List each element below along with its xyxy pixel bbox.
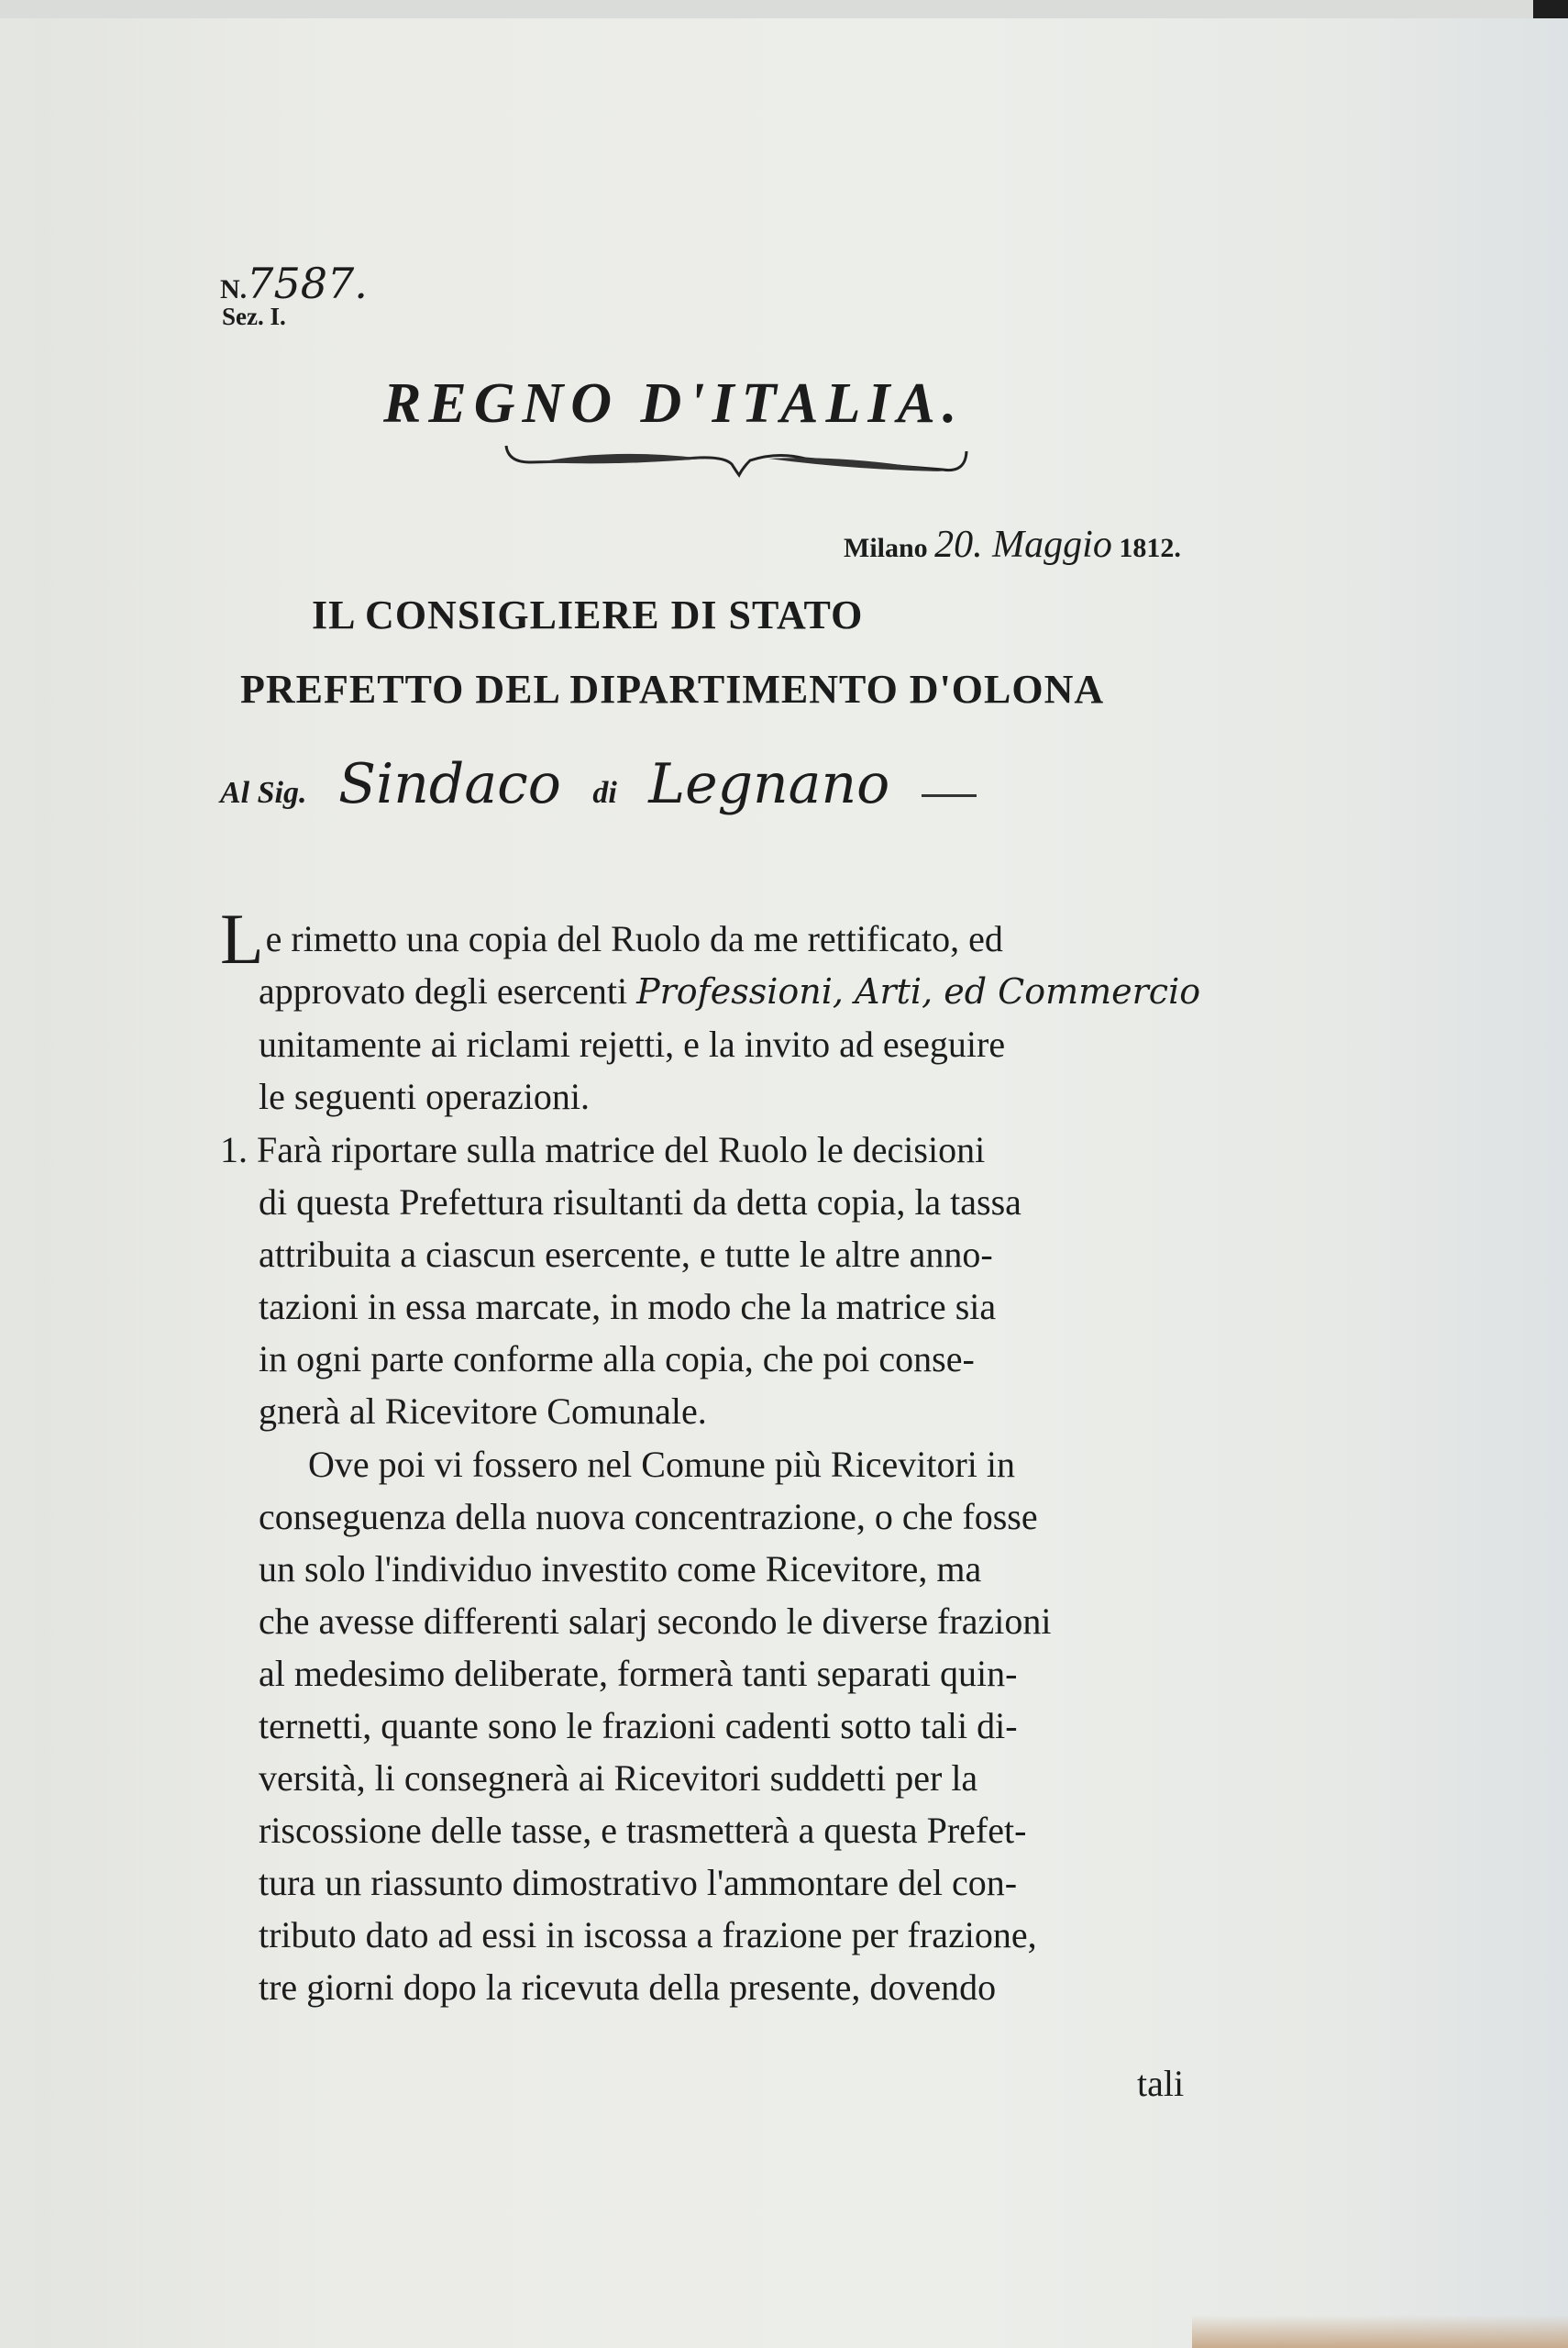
addressee-line (220, 752, 977, 816)
text-line: ternetti, quante sono le frazioni cadenti sotto tali di- (259, 1705, 1018, 1746)
text-line-content: Farà riportare sulla matrice del Ruolo le decisioni (257, 1129, 986, 1170)
text-line: che avesse differenti salarj secondo le diverse frazioni (259, 1600, 1052, 1642)
text-line: e rimetto una copia del Ruolo da me rettificato, ed (265, 918, 1003, 959)
text-line: in ogni parte conforme alla copia, che poi conse- (259, 1338, 975, 1379)
text-line (220, 965, 1247, 1018)
intro-paragraph (220, 899, 1247, 1123)
catchword: tali (1137, 2063, 1185, 2104)
text-line: tazioni in essa marcate, in modo che la matrice sia (259, 1286, 997, 1327)
page-title: REGNO D'ITALIA. (383, 372, 965, 435)
reference-number-handwritten: 7587. (247, 259, 368, 308)
text-line: un solo l'individuo investito come Ricevitore, ma (259, 1548, 982, 1589)
paragraph-2 (220, 1438, 1247, 2013)
addressee-preposition: di (592, 776, 617, 810)
drop-cap: L (220, 899, 264, 979)
date-handwritten: 20. Maggio (934, 524, 1112, 566)
text-printed: approvato degli esercenti (259, 970, 628, 1012)
reference-prefix: N. (220, 274, 248, 305)
text-line: tre giorni dopo la ricevuta della presente, dovendo (259, 1966, 997, 2008)
text-line: tura un riassunto dimostrativo l'ammontare del con- (259, 1862, 1018, 1903)
text-line: riscossione delle tasse, e trasmetterà a questa Prefet- (259, 1810, 1027, 1851)
item-1 (220, 1124, 1247, 1437)
date-place: Milano (844, 533, 928, 563)
text-line: al medesimo deliberate, formerà tanti separati quin- (259, 1653, 1018, 1694)
text-line: versità, li consegnerà ai Ricevitori suddetti per la (259, 1757, 978, 1799)
text-line: Ove poi vi fossero nel Comune più Ricevitori in (308, 1444, 1015, 1485)
text-line: unitamente ai riclami rejetti, e la invito ad eseguire (259, 1024, 1006, 1065)
salutation: Al Sig. (220, 776, 307, 810)
text-line: le seguenti operazioni. (259, 1076, 590, 1117)
recipient-handwritten: Sindaco (337, 752, 561, 816)
issuer-heading-line2: PREFETTO DEL DIPARTIMENTO D'OLONA (240, 667, 1105, 712)
item-number: 1. (220, 1129, 248, 1170)
place-handwritten: Legnano (648, 752, 890, 816)
place-underline (922, 794, 977, 797)
text-handwritten-insertion: Professioni, Arti, ed Commercio (636, 971, 1201, 1012)
text-line: gnerà al Ricevitore Comunale. (259, 1390, 707, 1432)
date-line (844, 523, 1181, 567)
section-label: Sez. I. (222, 303, 286, 330)
issuer-heading-line1: IL CONSIGLIERE DI STATO (312, 593, 864, 637)
text-line: tributo dato ad essi in iscossa a frazione per frazione, (259, 1914, 1037, 1955)
page-top-fold (0, 0, 1568, 18)
text-line (220, 1124, 1247, 1176)
reference-number (220, 259, 368, 308)
text-line: di questa Prefettura risultanti da detta copia, la tassa (259, 1181, 1021, 1223)
text-line: conseguenza della nuova concentrazione, o che fosse (259, 1496, 1038, 1537)
date-year: 1812. (1119, 533, 1181, 563)
text-line: attribuita a ciascun esercente, e tutte le altre anno- (259, 1234, 993, 1275)
scan-bottom-edge (1192, 2315, 1568, 2348)
title-flourish-ornament (502, 442, 970, 479)
